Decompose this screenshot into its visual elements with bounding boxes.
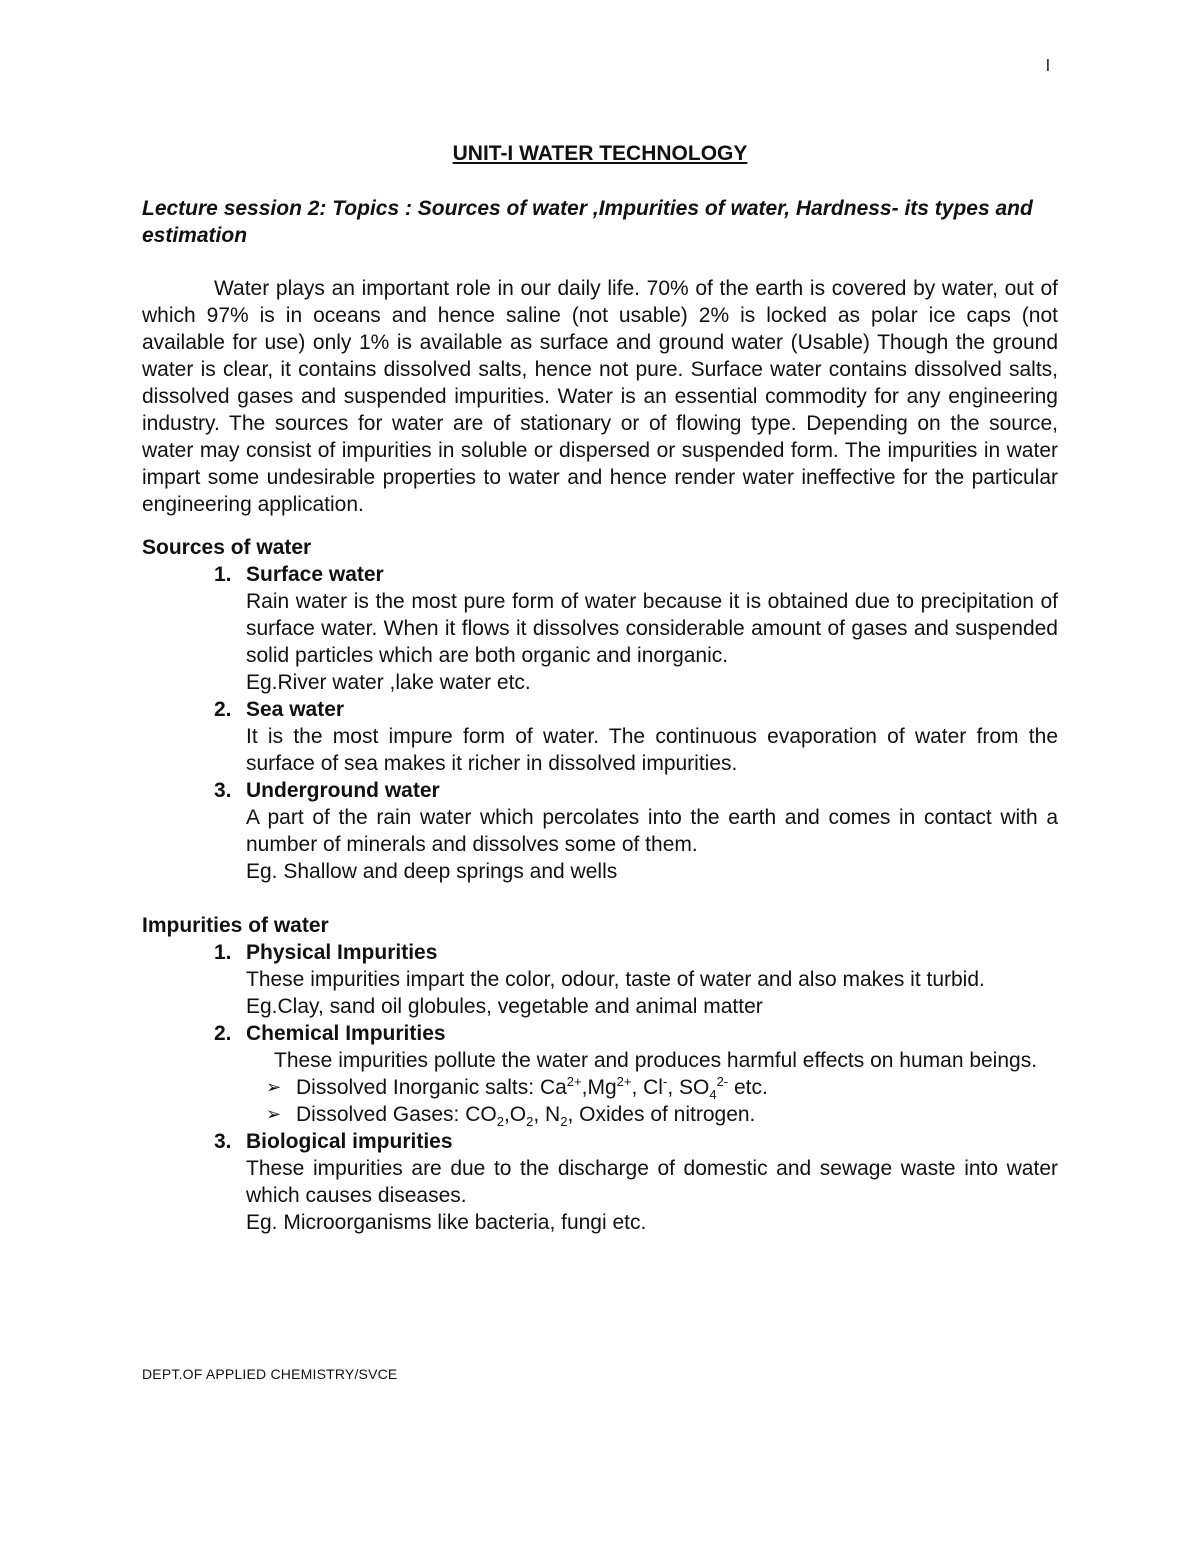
biological-impurities-title: Biological impurities <box>246 1130 453 1153</box>
item-number: 2. <box>214 1022 232 1045</box>
biological-impurities-text: These impurities are due to the discharge of domestic and sewage waste into water which causes diseases. <box>246 1157 1058 1207</box>
bullet-dissolved-gases: ➢ Dissolved Gases: $CO_2,O_2$, $N_2$, Oxides of nitrogen. <box>266 1103 756 1130</box>
physical-impurities-text: These impurities impart the color, odour, taste of water and also makes it turbid. <box>246 968 985 991</box>
item-number: 1. <box>214 563 232 586</box>
chemical-impurities-title: Chemical Impurities <box>246 1022 446 1045</box>
physical-impurities-example: Eg.Clay, sand oil globules, vegetable and animal matter <box>246 995 763 1018</box>
list-item <box>142 1128 1058 1236</box>
bullet-inorganic-salts: ➢ Dissolved Inorganic salts: $Ca^{2+},Mg^{2+}$, Cl-, $SO_4^{2-}$ etc. <box>266 1074 768 1103</box>
sea-water-title: Sea water <box>246 698 345 721</box>
impurities-heading: Impurities of water <box>142 914 329 937</box>
arrow-bullet-icon: ➢ <box>266 1077 282 1097</box>
list-item <box>142 777 1058 885</box>
list-item <box>142 1020 1058 1128</box>
chemical-impurities-text: These impurities pollute the water and produces harmful effects on human beings. <box>274 1049 1038 1072</box>
document-body <box>142 140 1058 1236</box>
chemical-impurities-bullets <box>246 1074 1058 1128</box>
item-number: 3. <box>214 779 232 802</box>
item-number: 2. <box>214 698 232 721</box>
physical-impurities-title: Physical Impurities <box>246 941 438 964</box>
surface-water-title: Surface water <box>246 563 384 586</box>
surface-water-example: Eg.River water ,lake water etc. <box>246 671 531 694</box>
biological-impurities-example: Eg. Microorganisms like bacteria, fungi etc. <box>246 1211 647 1234</box>
underground-water-title: Underground water <box>246 779 440 802</box>
sources-list <box>142 561 1058 885</box>
page-number: l <box>1046 56 1050 75</box>
sources-heading: Sources of water <box>142 536 312 559</box>
lecture-topics: Lecture session 2: Topics : Sources of water ,Impurities of water, Hardness- its types and estimation <box>142 197 1033 247</box>
list-item <box>142 939 1058 1020</box>
document-title: UNIT-I WATER TECHNOLOGY <box>452 142 748 165</box>
underground-water-example: Eg. Shallow and deep springs and wells <box>246 860 618 883</box>
impurities-list <box>142 939 1058 1236</box>
arrow-bullet-icon: ➢ <box>266 1104 282 1124</box>
footer-department: DEPT.OF APPLIED CHEMISTRY/SVCE <box>142 1366 398 1382</box>
intro-paragraph: Water plays an important role in our daily life. 70% of the earth is covered by water, out of which 97% is in oceans and hence saline (not usable) 2% is locked as polar ice caps (not available for use) only 1% is available as surface and ground water (Usable) Though the ground water is clear, it contains dissolved salts, hence not pure. Surface water contains dissolved salts, dissolved gases and suspended impurities. Water is an essential commodity for any engineering industry. The sources for water are of stationary or of flowing type. Depending on the source, water may consist of impurities in soluble or dispersed or suspended form. The impurities in water impart some undesirable properties to water and hence render water ineffective for the particular engineering application. <box>142 277 1058 516</box>
underground-water-text: A part of the rain water which percolates into the earth and comes in contact with a number of minerals and dissolves some of them. <box>246 806 1058 856</box>
sea-water-text: It is the most impure form of water. The continuous evaporation of water from the surface of sea makes it richer in dissolved impurities. <box>246 725 1058 775</box>
item-number: 1. <box>214 941 232 964</box>
item-number: 3. <box>214 1130 232 1153</box>
surface-water-text: Rain water is the most pure form of water because it is obtained due to precipitation of surface water. When it flows it dissolves considerable amount of gases and suspended solid particles which are both organic and inorganic. <box>246 590 1058 667</box>
list-item <box>142 696 1058 777</box>
list-item <box>142 561 1058 696</box>
